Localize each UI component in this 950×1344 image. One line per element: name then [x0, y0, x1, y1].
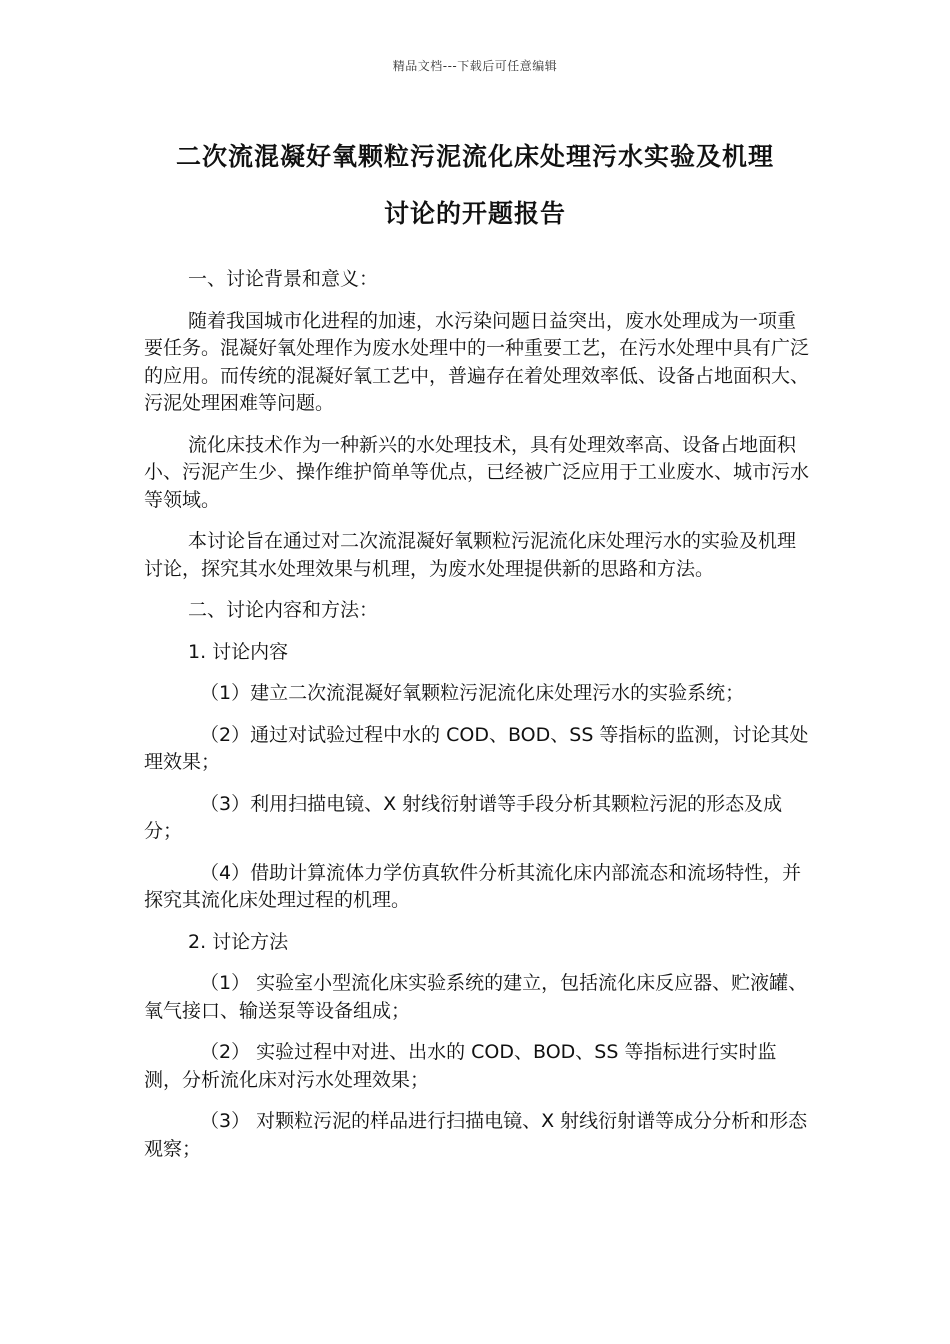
content-item-2: （2）通过对试验过程中水的 COD、BOD、SS 等指标的监测，讨论其处理效果；	[144, 723, 809, 773]
method-item-3: （3） 对颗粒污泥的样品进行扫描电镜、X 射线衍射谱等成分分析和形态观察；	[144, 1110, 808, 1160]
subheading-method: 2. 讨论方法	[188, 930, 289, 953]
section-heading-background: 一、讨论背景和意义：	[188, 268, 379, 290]
subheading-content: 1. 讨论内容	[188, 640, 289, 663]
paragraph-background-3: 本讨论旨在通过对二次流混凝好氧颗粒污泥流化床处理污水的实验及机理讨论，探究其水处理效果与机理，为废水处理提供新的思路和方法。	[144, 530, 797, 580]
content-item-3: （3）利用扫描电镜、X 射线衍射谱等手段分析其颗粒污泥的形态及成分；	[144, 792, 783, 842]
content-item-4: （4）借助计算流体力学仿真软件分析其流化床内部流态和流场特性，并探究其流化床处理过程的机理。	[144, 861, 802, 911]
paragraph-background-1: 随着我国城市化进程的加速，水污染问题日益突出，废水处理成为一项重要任务。混凝好氧处理作为废水处理中的一种重要工艺，在污水处理中具有广泛的应用。而传统的混凝好氧工艺中，普遍存在着处理效率低、设备占地面积大、污泥处理困难等问题。	[144, 309, 810, 414]
title-line-2: 讨论的开题报告	[383, 199, 566, 228]
title-line-1: 二次流混凝好氧颗粒污泥流化床处理污水实验及机理	[175, 142, 774, 171]
content-item-1: （1）建立二次流混凝好氧颗粒污泥流化床处理污水的实验系统；	[200, 682, 745, 704]
section-heading-content-method: 二、讨论内容和方法：	[188, 599, 379, 621]
document-body	[144, 266, 812, 1177]
method-item-1: （1） 实验室小型流化床实验系统的建立，包括流化床反应器、贮液罐、氧气接口、输送泵等设备组成；	[144, 972, 808, 1022]
method-item-2: （2） 实验过程中对进、出水的 COD、BOD、SS 等指标进行实时监测，分析流化床对污水处理效果；	[144, 1041, 777, 1091]
paragraph-background-2: 流化床技术作为一种新兴的水处理技术，具有处理效率高、设备占地面积小、污泥产生少、操作维护简单等优点，已经被广泛应用于工业废水、城市污水等领域。	[144, 433, 810, 511]
document-title	[120, 128, 830, 242]
header-note: 精品文档---下载后可任意编辑	[392, 59, 558, 73]
